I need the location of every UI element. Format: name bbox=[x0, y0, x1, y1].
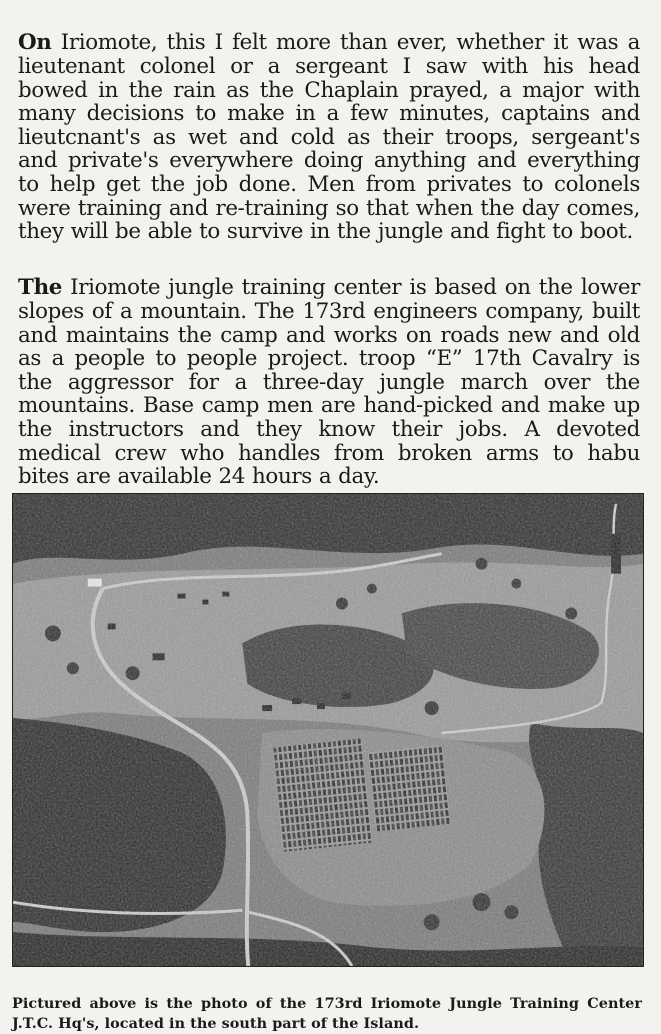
article-paragraph-1 bbox=[18, 31, 640, 243]
photo-caption: Pictured above is the photo of the 173rd Iriomote Jungle Training Center J.T.C. Hq's, located in the south part of the Island. bbox=[12, 995, 642, 1033]
article-paragraph-2 bbox=[18, 276, 640, 488]
paragraph-body: Iriomote jungle training center is based on the lower slopes of a mountain. The 173rd engineers company, built and maintains the camp and works on roads new and old as a people to people project. troop “E” 17th Cavalry is the aggressor for a three-day jungle march over the mountains. Base camp men are hand-picked and make up the instructors and they know their jobs. A devoted medical crew who handles from broken arms to habu bites are available 24 hours a day. bbox=[18, 275, 640, 490]
paragraph-lead-word: The bbox=[18, 275, 63, 301]
aerial-photo bbox=[12, 493, 644, 967]
aerial-photo-illustration bbox=[13, 494, 643, 966]
paragraph-lead-word: On bbox=[18, 30, 52, 56]
paragraph-body: Iriomote, this I felt more than ever, whether it was a lieutenant colonel or a sergeant I saw with his head bowed in the rain as the Chaplain prayed, a major with many decisions to make in a few minutes, captains and lieutcnant's as wet and cold as their troops, sergeant's and private's everywhere doing anything and everything to help get the job done. Men from privates to colonels were training and re-training so that when the day comes, they will be able to survive in the jungle and fight to boot. bbox=[18, 30, 640, 245]
